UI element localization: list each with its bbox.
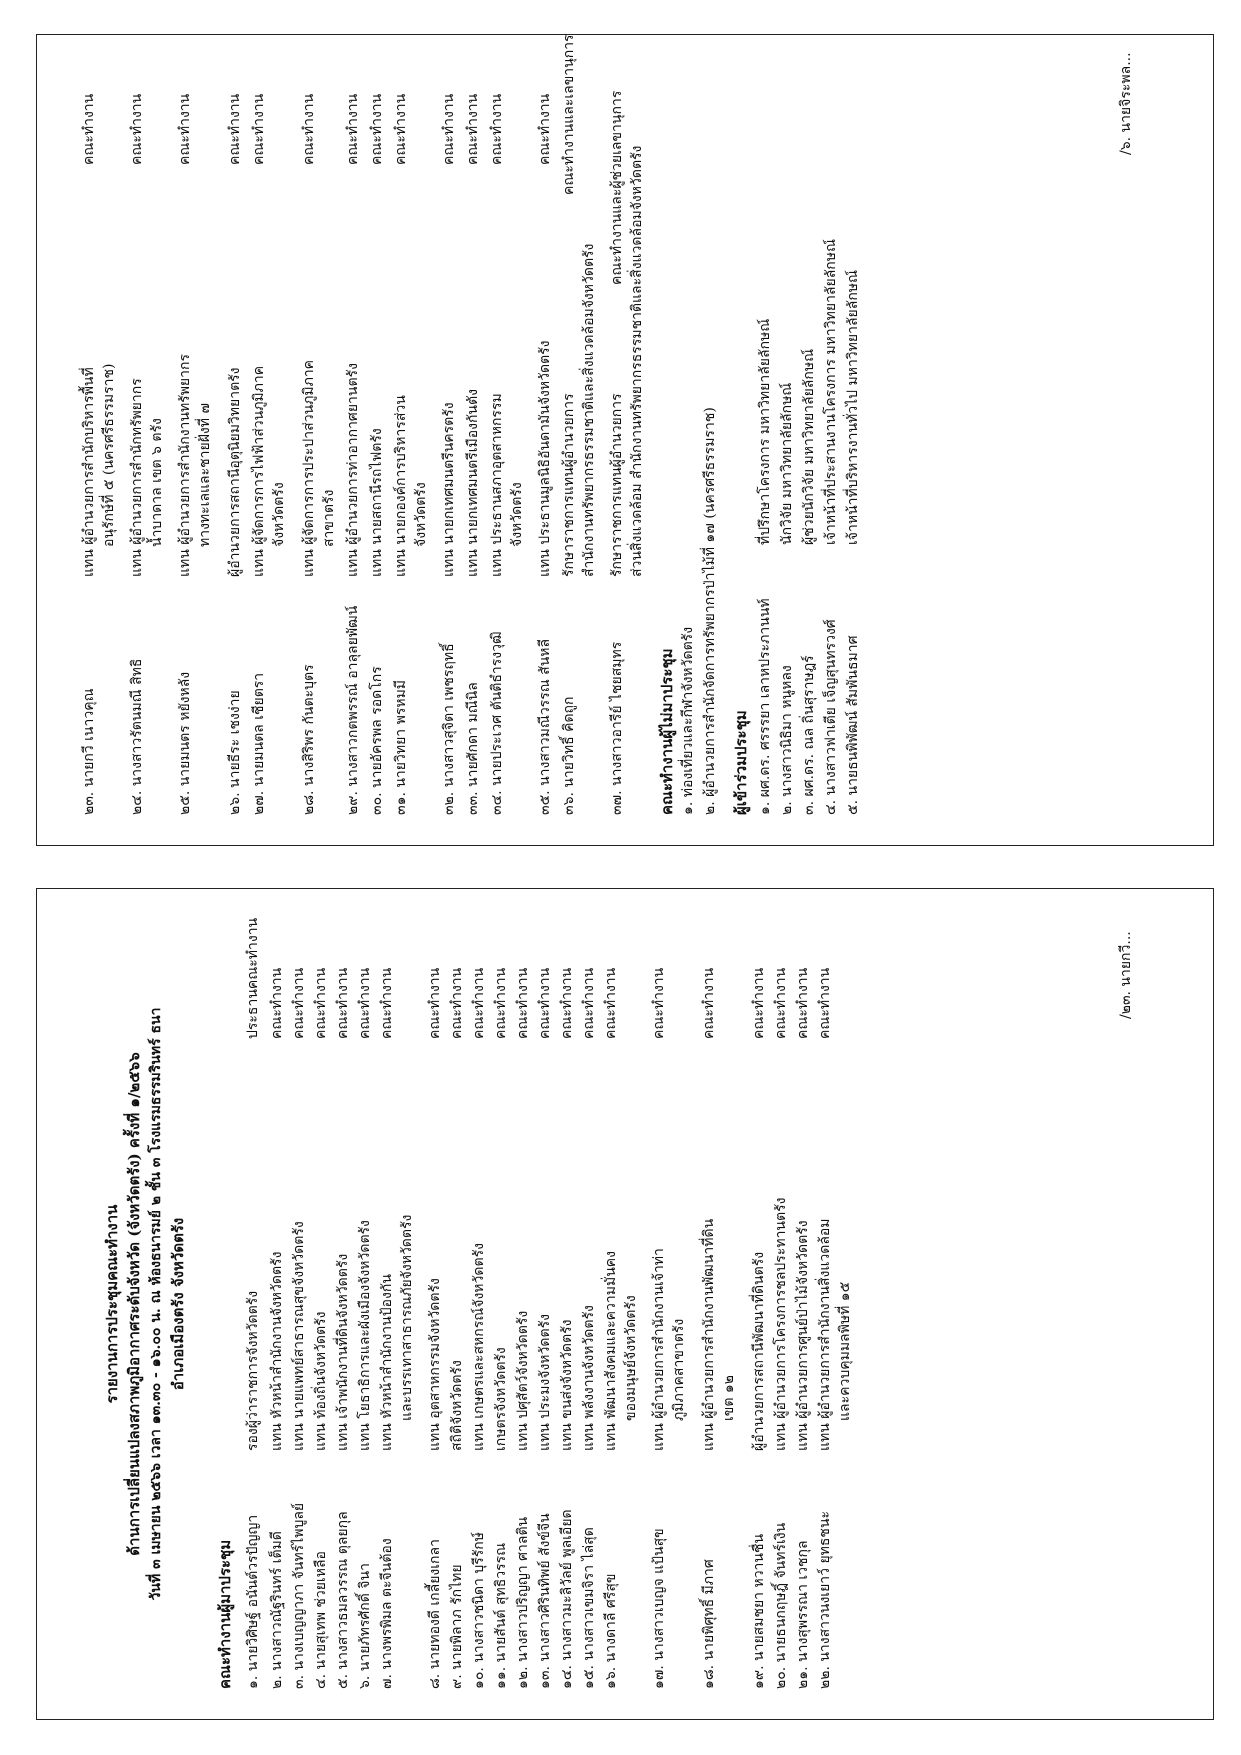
list-item: ๓๒. นางสาวสุจิตา เพชรฤทธิ์ แทน นายกเทศมนตรีนครตรัง คณะทำงาน — [441, 93, 457, 815]
meeting-location: อำเภอเมืองตรัง จังหวัดตรัง — [169, 1217, 187, 1391]
list-item-sub: ทางทะเลและชายฝั่งที่ ๗ — [197, 403, 213, 547]
report-title: รายงานการประชุมคณะทำงาน — [103, 1204, 121, 1404]
list-item: ๒๑. นางสุพรรณา เวชกุล แทน ผู้อำนวยการศูนย์ป่าไม้จังหวัดตรัง คณะทำงาน — [795, 967, 811, 1689]
section-participants-heading: ผู้เข้าร่วมประชุม — [732, 710, 750, 815]
list-item: ๕. นายธนพิพัฒน์ สัมพันธมาศ เจ้าหน้าที่บริหารงานทั่วไป มหาวิทยาลัยลักษณ์ — [845, 269, 861, 815]
list-item: ๑๖. นางดาลี ศรีสุข แทน พัฒนาสังคมและความมั่นคง คณะทำงาน — [603, 967, 619, 1689]
list-item: ๗. นางพรพิมล ตะจีนต้อง แทน หัวหน้าสำนักงานป้องกัน คณะทำงาน — [379, 967, 395, 1689]
list-item: ๒. นางสาวนิธิมา หนูหลง นักวิจัย มหาวิทยาลัยลักษณ์ — [779, 382, 795, 815]
list-item: ๓๗. นางสาวอารีย์ ไชยสมุทร รักษาราชการแทนผู้อำนวยการ คณะทำงานและผู้ช่วยเลขานุการ — [609, 90, 625, 815]
list-item: ๓. ผศ.ดร. ณล ถิ่นสุราษฎร์ ผู้ช่วยนักวิจัย มหาวิทยาลัยลักษณ์ — [801, 348, 817, 815]
list-item: ๒๗. นายมนตล เชียตรา แทน ผู้จัดการการไฟฟ้าส่วนภูมิภาค คณะทำงาน — [251, 93, 267, 815]
list-item: ๒๘. นางสิริพร กันตะบุตร แทน ผู้จัดการการประปาส่วนภูมิภาค คณะทำงาน — [301, 93, 317, 815]
list-item: ๓๓. นายศักดา มณีนิล แทน นายกเทศมนตรีเมืองกันตัง คณะทำงาน — [465, 93, 481, 815]
list-item-sub: และบรรเทาสาธารณภัยจังหวัดตรัง — [399, 1214, 415, 1421]
list-item-sub: และควบคุมมลพิษที่ ๑๕ — [837, 1281, 853, 1421]
list-item: ๒๙. นางสาวกตพรรณ์ อาลุลยพัฒน์ แทน ผู้อำนวยการท่าอากาศยานตรัง คณะทำงาน — [345, 93, 361, 815]
list-item: ๓. นางเบญญาภา จันทร์ไพบูลย์ แทน นายแพทย์สาธารณสุขจังหวัดตรัง คณะทำงาน — [291, 967, 307, 1689]
list-item: ๒๒. นางสาวนงเยาว์ ยุทธชนะ แทน ผู้อำนวยการสำนักงานสิ่งแวดล้อม คณะทำงาน — [817, 967, 833, 1689]
list-item: ๒๐. นายธนกฤษฎิ์ จันทร์เงิน แทน ผู้อำนวยการโครงการชลประทานตรัง คณะทำงาน — [773, 967, 789, 1689]
list-item-sub: อนุรักษ์ที่ ๕ (นครศรีธรรมราช) — [101, 363, 117, 547]
list-item: ๑. นายวิศิษฐ์ อนันต์วรปัญญา รองผู้ว่าราชการจังหวัดตรัง ประธานคณะทำงาน — [245, 917, 261, 1689]
meeting-datetime: วันที่ ๓ เมษายน ๒๕๖๖ เวลา ๑๓.๓๐ - ๑๖.๐๐ น. ณ ห้องธนารมย์ ๒ ชั้น ๓ โรงแรมธรรมรินทร์ ธนา — [148, 1007, 164, 1601]
report-page-1 — [36, 888, 1214, 1720]
list-item-sub: ภูมิภาคสาขาตรัง — [671, 1318, 687, 1421]
list-item: ๔. นายสุเทพ ช่วยเหลือ แทน ท้องถิ่นจังหวัดตรัง คณะทำงาน — [313, 967, 329, 1689]
list-item: ๓๕. นางสาวมณีวรรณ สันหลี แทน ประธานมูลนิธิอันดามันจังหวัดตรัง คณะทำงาน — [537, 93, 553, 815]
list-item-sub: จังหวัดตรัง — [271, 482, 287, 547]
list-item: ๒. นางสาวณัฐรินทร์ เต็มดี แทน หัวหน้าสำนักงานจังหวัดตรัง คณะทำงาน — [269, 967, 285, 1689]
page-2-content — [37, 35, 1213, 845]
list-item: ๓๑. นายวิทยา พรหมมี แทน นายกองค์การบริหารส่วน คณะทำงาน — [393, 93, 409, 815]
list-item: ๑. ผศ.ดร. ศรรรยา เลาหประภานนท์ ที่ปรึกษาโครงการ มหาวิทยาลัยลักษณ์ — [757, 318, 773, 815]
list-item-sub: สำนักงานทรัพยากรธรรมชาติและสิ่งแวดล้อมจังหวัดตรัง — [581, 243, 597, 577]
list-item: ๑๒. นางสาวปริญญา ศาลติน แทน ปศุสัตว์จังหวัดตรัง คณะทำงาน — [515, 967, 531, 1689]
list-item-sub: ส่วนสิ่งแวดล้อม สำนักงานทรัพยากรธรรมชาติและสิ่งแวดล้อมจังหวัดตรัง — [629, 145, 645, 577]
list-item: ๑๘. นายพิศุทธิ์ มีภาศ แทน ผู้อำนวยการสำนักงานพัฒนาที่ดิน คณะทำงาน — [701, 967, 717, 1689]
list-item: ๑๕. นางสาวเขมจิรา ไล่สุด แทน พลังงานจังหวัดตรัง คณะทำงาน — [581, 967, 597, 1689]
section-absent-heading: คณะทำงานผู้ไม่มาประชุม — [658, 648, 676, 815]
page-continuation: /๒๓. นายกวี... — [1118, 931, 1134, 1019]
list-item: ๘. นายทองดี เกลี้ยงเกลา แทน อุตสาหกรรมจังหวัดตรัง คณะทำงาน — [427, 967, 443, 1689]
list-item: ๒๖. นายธีระ เชงง่าย ผู้อำนวยการสถานีอุตุนิยมวิทยาตรัง คณะทำงาน — [227, 93, 243, 815]
list-item: ๒๔. นางสาวรัตนมณี สิทธิ แทน ผู้อำนวยการสำนักทรัพยากร คณะทำงาน — [129, 93, 145, 815]
list-item: ๔. นางสาวฟาเตีย เจ็ญสุนทรวงศ์ เจ้าหน้าที่ประสานงานโครงการ มหาวิทยาลัยลักษณ์ — [823, 239, 839, 815]
page-continuation: /๖. นายจิระพล... — [1118, 52, 1134, 155]
list-item: ๑๙. นายสมชยา หวานชื่น ผู้อำนวยการสถานีพัฒนาที่ดินตรัง คณะทำงาน — [751, 967, 767, 1689]
list-item: ๙. นายพิลาภ รักไทย สถิติจังหวัดตรัง คณะทำงาน — [449, 967, 465, 1689]
list-item: ๓๖. นายวิทธิ์ คิดถูก รักษาราชการแทนผู้อำนวยการ คณะทำงานและเลขานุการ — [561, 34, 577, 815]
list-item-sub: สาขาตรัง — [321, 489, 337, 547]
report-subtitle: ด้านการเปลี่ยนแปลงสภาพภูมิอากาศระดับจังหวัด (จังหวัดตรัง) ครั้งที่ ๑/๒๕๖๖ — [125, 1052, 143, 1556]
list-item-sub: จังหวัดตรัง — [413, 482, 429, 547]
list-item: ๑๔. นางสาวมะลิวัลย์ พูลเอียด แทน ขนส่งจังหวัดตรัง คณะทำงาน — [559, 967, 575, 1689]
list-item-sub: ของมนุษย์จังหวัดตรัง — [623, 1295, 639, 1421]
absent-item: ๒. ผู้อำนวยการสำนักจัดการทรัพยากรป่าไม้ที่ ๑๗ (นครศรีธรรมราช) — [702, 407, 718, 815]
list-item: ๕. นางสาวธมลวรรณ ตุลยกุล แทน เจ้าพนักงานที่ดินจังหวัดตรัง คณะทำงาน — [335, 967, 351, 1689]
list-item-sub: เขต ๑๒ — [721, 1374, 737, 1421]
list-item: ๓๔. นายประเวศ ตันติธำรงวุฒิ แทน ประธานสภาอุตสาหกรรม คณะทำงาน — [489, 93, 505, 815]
absent-item: ๑. ท่องเที่ยวและกีฬาจังหวัดตรัง — [680, 626, 696, 815]
section-attendees-heading: คณะทำงานผู้มาประชุม — [216, 1539, 234, 1689]
list-item: ๑๐. นางสาวชนิดา บุรีรักษ์ แทน เกษตรและสหกรณ์จังหวัดตรัง คณะทำงาน — [471, 967, 487, 1689]
page-1-content — [37, 889, 1213, 1719]
list-item: ๑๗. นางสาวเบญจ แป้นสุข แทน ผู้อำนวยการสำนักงานเจ้าท่า คณะทำงาน — [651, 967, 667, 1689]
list-item: ๒๓. นายกวี เนาวคุณ แทน ผู้อำนวยการสำนักบริหารพื้นที่ คณะทำงาน — [81, 93, 97, 815]
list-item-sub: น้ำบาดาล เขต ๖ ตรัง — [149, 418, 165, 547]
list-item-sub: จังหวัดตรัง — [509, 482, 525, 547]
report-page-2 — [36, 34, 1214, 846]
list-item: ๑๑. นายสันต์ สุทธิวรรณ เกษตรจังหวัดตรัง คณะทำงาน — [493, 967, 509, 1689]
list-item: ๒๕. นายมนตร หยังหลัง แทน ผู้อำนวยการสำนักงานทรัพยากร คณะทำงาน — [177, 93, 193, 815]
list-item: ๓๐. นายอัครพล รอดโกร แทน นายสถานีรถไฟตรัง คณะทำงาน — [369, 93, 385, 815]
list-item: ๑๓. นางสาวศิรินทิพย์ สังข์จีน แทน ประมงจังหวัดตรัง คณะทำงาน — [537, 967, 553, 1689]
list-item: ๖. นายภัทรศักดิ์ จินา แทน โยธาธิการและผังเมืองจังหวัดตรัง คณะทำงาน — [357, 967, 373, 1689]
